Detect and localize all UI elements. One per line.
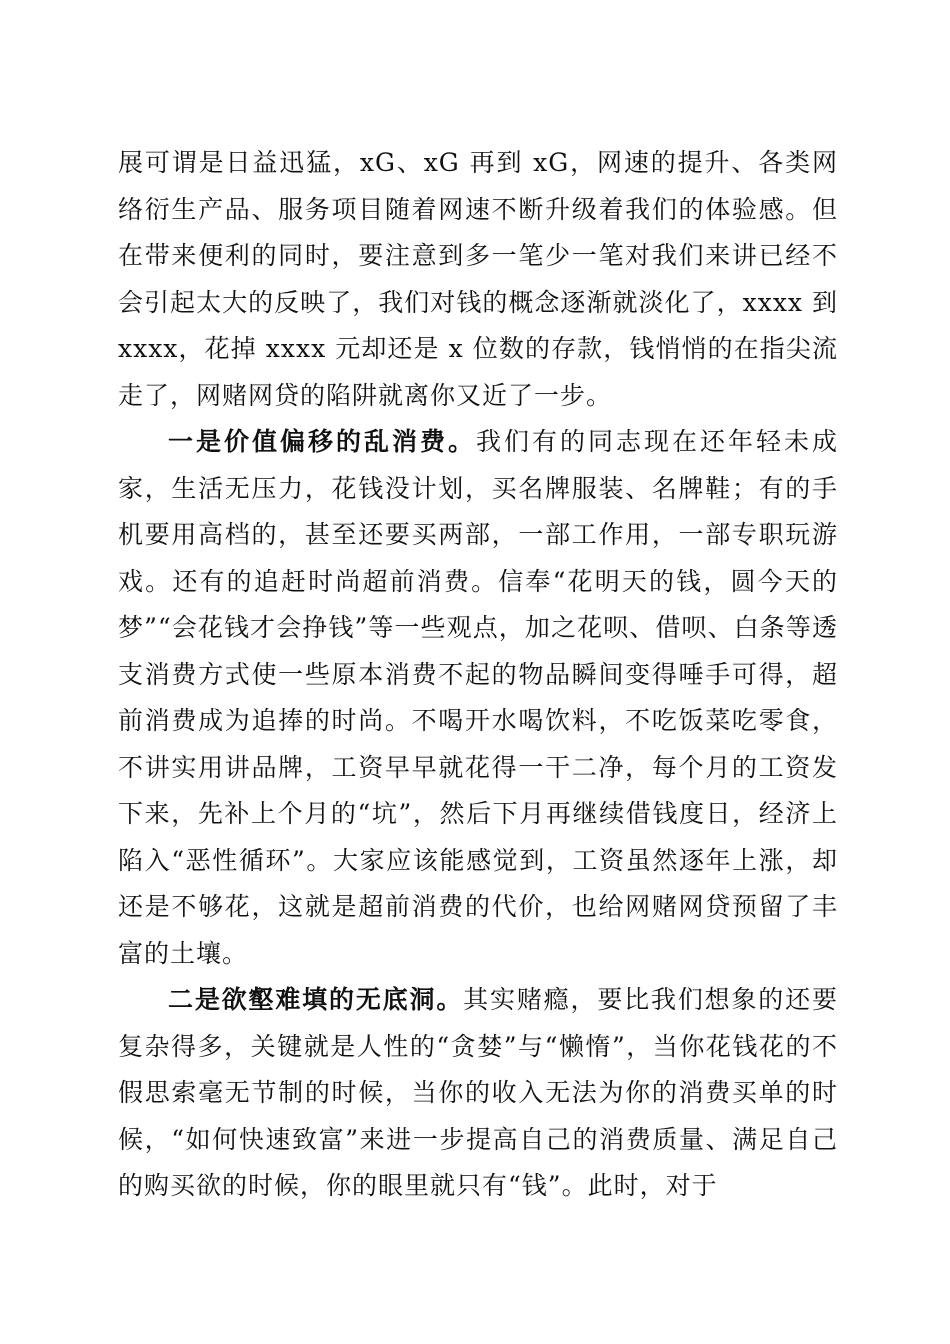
paragraph-text: 我们有的同志现在还年轻未成家，生活无压力，花钱没计划，买名牌服装、名牌鞋；有的手机要用高档的，甚至还要买两部，一部工作用，一部专职玩游戏。还有的追赶时尚超前消费。信奉“花明天的钱，圆今天的梦”“会花钱才会挣钱”等一些观点，加之花呗、借呗、白条等透支消费方式使一些原本消费不起的物品瞬间变得唾手可得，超前消费成为追捧的时尚。不喝开水喝饮料，不吃饭菜吃零食，不讲实用讲品牌，工资早早就花得一干二净，每个月的工资发下来，先补上个月的“坑”，然后下月再继续借钱度日，经济上陷入“恶性循环”。大家应该能感觉到，工资虽然逐年上涨，却还是不够花，这就是超前消费的代价，也给网赌网贷预留了丰富的土壤。 — [118, 427, 838, 968]
paragraph-lead-heading: 一是价值偏移的乱消费。 — [168, 427, 476, 456]
paragraph-text: 其实赌瘾，要比我们想象的还要复杂得多，关键就是人性的“贪婪”与“懒惰”，当你花钱花的不假思索毫无节制的时候，当你的收入无法为你的消费买单的时候，“如何快速致富”来进一步提高自己的消费质量、满足自己的购买欲的时候，你的眼里就只有“钱”。此时，对于 — [118, 985, 838, 1200]
paragraph-continued — [118, 140, 838, 419]
paragraph-text: 展可谓是日益迅猛，xG、xG 再到 xG，网速的提升、各类网络衍生产品、服务项目随着网速不断升级着我们的体验感。但在带来便利的同时，要注意到多一笔少一笔对我们来讲已经不会引起太大的反映了，我们对钱的概念逐渐就淡化了，xxxx 到 xxxx，花掉 xxxx 元却还是 x 位数的存款，钱悄悄的在指尖流走了，网赌网贷的陷阱就离你又近了一步。 — [118, 148, 838, 410]
paragraph-consumption — [118, 419, 838, 977]
paragraph-lead-heading: 二是欲壑难填的无底洞。 — [168, 985, 464, 1014]
paragraph-greed — [118, 977, 838, 1210]
document-body — [118, 140, 838, 1210]
